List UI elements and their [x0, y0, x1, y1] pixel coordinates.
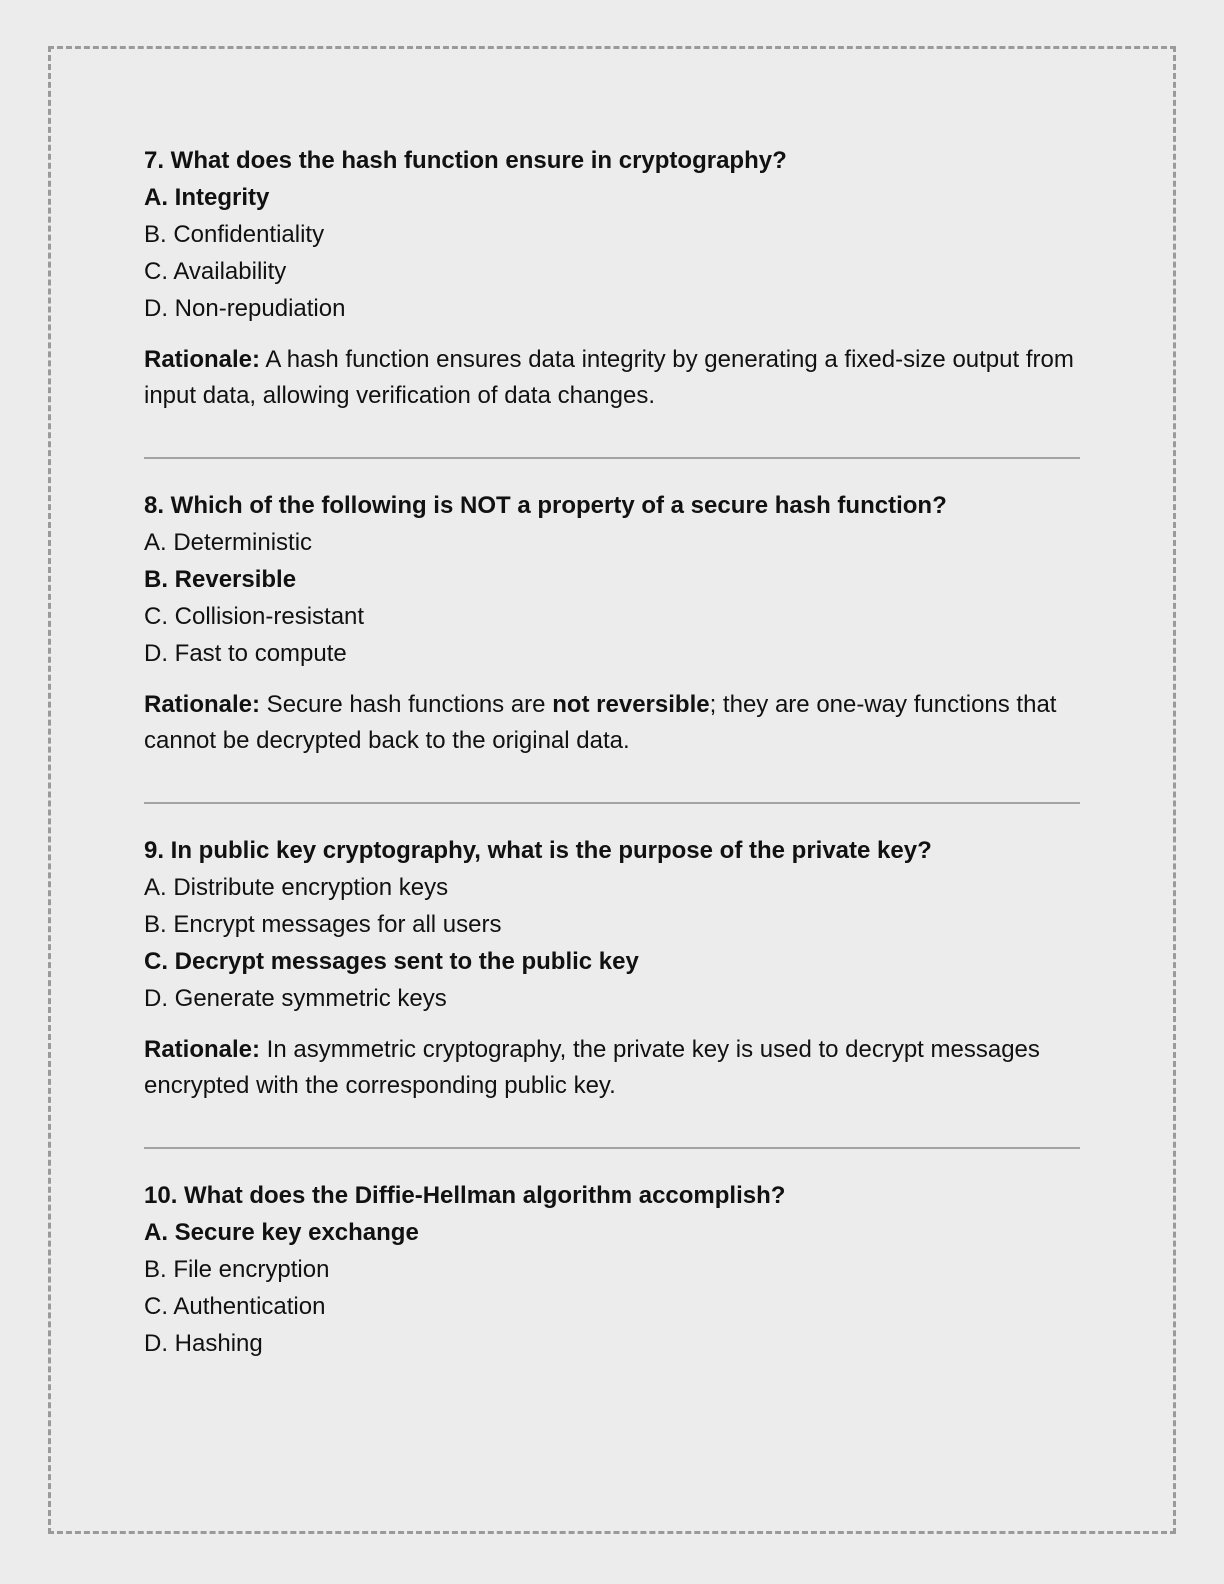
question-title: 7. What does the hash function ensure in cryptography?	[144, 147, 787, 174]
rationale-label: Rationale:	[144, 1036, 261, 1063]
question-title: 10. What does the Diffie-Hellman algorithm accomplish?	[144, 1182, 786, 1209]
section-divider	[144, 1147, 1080, 1149]
answer-option: A. Deterministic	[144, 529, 313, 556]
rationale-text: In asymmetric cryptography, the private key is used to decrypt messages encrypted with the corresponding public key.	[144, 1036, 1040, 1099]
rationale-label: Rationale:	[144, 691, 261, 718]
answer-option: D. Generate symmetric keys	[144, 985, 447, 1012]
answer-option-correct: C. Decrypt messages sent to the public key	[144, 948, 639, 975]
question-9	[144, 832, 1080, 1104]
rationale	[144, 687, 1080, 759]
question-8	[144, 487, 1080, 759]
answer-option: B. Encrypt messages for all users	[144, 911, 502, 938]
answer-option: A. Distribute encryption keys	[144, 874, 449, 901]
question-7	[144, 142, 1080, 414]
answer-option-correct: B. Reversible	[144, 566, 297, 593]
answer-option: D. Non-repudiation	[144, 295, 346, 322]
question-title: 8. Which of the following is NOT a property of a secure hash function?	[144, 492, 947, 519]
section-divider	[144, 457, 1080, 459]
question-10	[144, 1177, 1080, 1362]
answer-option: C. Collision-resistant	[144, 603, 365, 630]
rationale	[144, 342, 1080, 414]
answer-option-correct: A. Secure key exchange	[144, 1219, 419, 1246]
answer-option-correct: A. Integrity	[144, 184, 270, 211]
question-title: 9. In public key cryptography, what is the purpose of the private key?	[144, 837, 932, 864]
answer-option: B. Confidentiality	[144, 221, 325, 248]
answer-option: B. File encryption	[144, 1256, 330, 1283]
rationale-text-after: ; they are one-way functions that cannot be decrypted back to the original data.	[144, 691, 1057, 754]
rationale-text: Secure hash functions are	[260, 691, 553, 718]
answer-option: C. Authentication	[144, 1293, 326, 1320]
rationale-text: A hash function ensures data integrity by generating a fixed-size output from input data, allowing verification of data changes.	[144, 346, 1074, 409]
section-divider	[144, 802, 1080, 804]
answer-option: C. Availability	[144, 258, 287, 285]
rationale-label: Rationale:	[144, 346, 261, 373]
answer-option: D. Fast to compute	[144, 640, 347, 667]
rationale	[144, 1032, 1080, 1104]
rationale-emphasis: not reversible	[552, 691, 710, 718]
answer-option: D. Hashing	[144, 1330, 263, 1357]
document-content	[144, 142, 1080, 1362]
